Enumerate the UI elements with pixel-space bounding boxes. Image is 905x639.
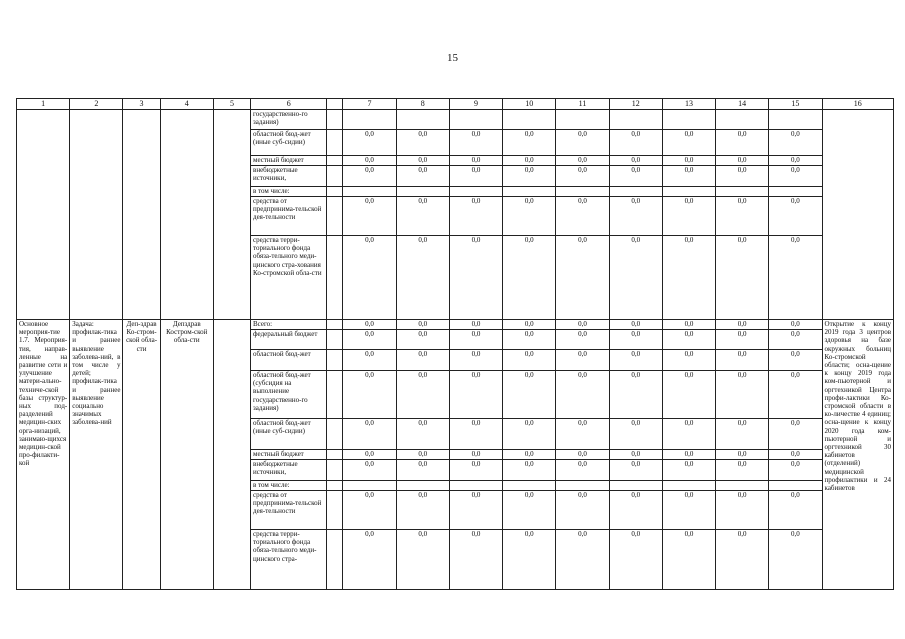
- value-cell: 0,0: [449, 130, 502, 156]
- value-cell: 0,0: [449, 320, 502, 330]
- value-cell: 0,0: [716, 419, 769, 450]
- value-cell: 0,0: [396, 450, 449, 460]
- value-cell: 0,0: [662, 419, 715, 450]
- expected-result: Открытие к концу 2019 года 3 центров здоровья на базе окружных больниц Ко-стромской области; осна-щение к концу 2019 года ком-пьютерной и оргтехникой Центра профи-лактики Ко-стромской области в ко-личестве 4 единиц; осна-щение к концу 2020 года ком-пьютерной и оргтехникой 30 кабинетов (отделений) медицинской профилактики и 24 кабинетов: [822, 320, 893, 590]
- value-cell: 0,0: [662, 460, 715, 481]
- value-cell: 0,0: [449, 419, 502, 450]
- value-cell: [343, 187, 396, 197]
- value-cell: 0,0: [716, 236, 769, 320]
- value-cell: 0,0: [503, 460, 556, 481]
- value-cell: 0,0: [609, 460, 662, 481]
- spacer-cell: [327, 110, 343, 130]
- value-cell: 0,0: [769, 419, 822, 450]
- value-cell: 0,0: [449, 166, 502, 187]
- merged-col3: [123, 110, 160, 320]
- value-cell: 0,0: [662, 371, 715, 419]
- header-cell: 8: [396, 99, 449, 110]
- value-cell: 0,0: [716, 166, 769, 187]
- measure-name: Основное мероприя-тие 1.7. Мероприя-тия, направ-ленные на развитие сети и улучшение матери-ально-техниче-ской базы структур-ных под-разделений медицин-ских орга-низаций, занимаю-щихся медицин-ской про-филакти-кой: [17, 320, 70, 590]
- value-cell: 0,0: [503, 166, 556, 187]
- value-cell: 0,0: [396, 166, 449, 187]
- value-cell: [556, 187, 609, 197]
- executor: Деп-здрав Ко-стром-ской обла-сти: [123, 320, 160, 590]
- source-label: местный бюджет: [251, 450, 327, 460]
- header-cell: 10: [503, 99, 556, 110]
- source-label: средства от предпринима-тельской дея-тельности: [251, 491, 327, 530]
- value-cell: 0,0: [503, 419, 556, 450]
- value-cell: [609, 187, 662, 197]
- value-cell: 0,0: [769, 350, 822, 371]
- value-cell: 0,0: [503, 330, 556, 350]
- value-cell: 0,0: [503, 371, 556, 419]
- value-cell: 0,0: [449, 491, 502, 530]
- source-label: областной бюд-жет: [251, 350, 327, 371]
- value-cell: 0,0: [716, 371, 769, 419]
- value-cell: [769, 481, 822, 491]
- spacer-cell: [327, 187, 343, 197]
- value-cell: [449, 110, 502, 130]
- value-cell: 0,0: [396, 491, 449, 530]
- value-cell: 0,0: [556, 450, 609, 460]
- spacer-cell: [327, 460, 343, 481]
- header-cell: 3: [123, 99, 160, 110]
- spacer-cell: [327, 130, 343, 156]
- value-cell: 0,0: [609, 330, 662, 350]
- header-cell: 4: [160, 99, 213, 110]
- spacer-cell: [327, 530, 343, 590]
- value-cell: 0,0: [662, 320, 715, 330]
- value-cell: [609, 110, 662, 130]
- value-cell: 0,0: [609, 156, 662, 166]
- value-cell: 0,0: [556, 419, 609, 450]
- value-cell: 0,0: [396, 530, 449, 590]
- value-cell: 0,0: [769, 371, 822, 419]
- spacer-cell: [327, 166, 343, 187]
- value-cell: 0,0: [769, 236, 822, 320]
- value-cell: 0,0: [662, 450, 715, 460]
- value-cell: 0,0: [396, 350, 449, 371]
- value-cell: 0,0: [716, 491, 769, 530]
- value-cell: 0,0: [609, 236, 662, 320]
- value-cell: 0,0: [609, 419, 662, 450]
- value-cell: 0,0: [503, 491, 556, 530]
- value-cell: 0,0: [769, 450, 822, 460]
- value-cell: 0,0: [769, 491, 822, 530]
- value-cell: 0,0: [662, 530, 715, 590]
- value-cell: [716, 481, 769, 491]
- spacer-cell: [327, 371, 343, 419]
- header-cell: 11: [556, 99, 609, 110]
- spacer-cell: [327, 350, 343, 371]
- header-row: [17, 99, 894, 110]
- value-cell: 0,0: [396, 460, 449, 481]
- value-cell: [716, 110, 769, 130]
- value-cell: 0,0: [343, 197, 396, 236]
- value-cell: 0,0: [609, 450, 662, 460]
- value-cell: 0,0: [769, 330, 822, 350]
- value-cell: [449, 481, 502, 491]
- source-label: областной бюд-жет (иные суб-сидии): [251, 130, 327, 156]
- header-cell: 5: [213, 99, 250, 110]
- value-cell: 0,0: [609, 197, 662, 236]
- task-description: Задача: профилак-тика и раннее выявление заболева-ний, в том числе у детей; профилак-тика и раннее выявление социально значимых заболева-ний: [70, 320, 123, 590]
- value-cell: 0,0: [556, 320, 609, 330]
- value-cell: 0,0: [449, 530, 502, 590]
- value-cell: 0,0: [662, 197, 715, 236]
- coexecutor: Депздрав Костром-ской обла-сти: [160, 320, 213, 590]
- value-cell: [343, 110, 396, 130]
- header-cell: 6: [251, 99, 327, 110]
- value-cell: 0,0: [556, 530, 609, 590]
- value-cell: [503, 110, 556, 130]
- value-cell: 0,0: [662, 350, 715, 371]
- value-cell: 0,0: [556, 197, 609, 236]
- merged-col1: [17, 110, 70, 320]
- value-cell: 0,0: [343, 491, 396, 530]
- value-cell: 0,0: [716, 530, 769, 590]
- value-cell: 0,0: [556, 350, 609, 371]
- source-label: внебюджетные источники,: [251, 166, 327, 187]
- value-cell: 0,0: [343, 320, 396, 330]
- value-cell: 0,0: [503, 236, 556, 320]
- header-cell: 2: [70, 99, 123, 110]
- value-cell: 0,0: [449, 236, 502, 320]
- value-cell: 0,0: [503, 350, 556, 371]
- table-row: [17, 110, 894, 130]
- table-row: [17, 320, 894, 330]
- header-cell: 7: [343, 99, 396, 110]
- source-label: в том числе:: [251, 187, 327, 197]
- source-label: государственно-го задания): [251, 110, 327, 130]
- header-cell: 15: [769, 99, 822, 110]
- value-cell: 0,0: [716, 350, 769, 371]
- value-cell: 0,0: [769, 197, 822, 236]
- value-cell: [556, 481, 609, 491]
- header-cell: 16: [822, 99, 893, 110]
- value-cell: 0,0: [396, 371, 449, 419]
- value-cell: 0,0: [343, 166, 396, 187]
- value-cell: 0,0: [343, 450, 396, 460]
- value-cell: 0,0: [769, 320, 822, 330]
- value-cell: 0,0: [503, 450, 556, 460]
- value-cell: 0,0: [609, 166, 662, 187]
- merged-col4: [160, 110, 213, 320]
- value-cell: 0,0: [609, 320, 662, 330]
- value-cell: 0,0: [609, 491, 662, 530]
- value-cell: 0,0: [609, 130, 662, 156]
- value-cell: 0,0: [716, 450, 769, 460]
- source-label: Всего:: [251, 320, 327, 330]
- source-label: областной бюд-жет (субсидия на выполнение государственно-го задания): [251, 371, 327, 419]
- header-cell: [327, 99, 343, 110]
- value-cell: [503, 187, 556, 197]
- value-cell: 0,0: [396, 419, 449, 450]
- source-label: средства терри-ториального фонда обяза-тельного меди-цинского стра-хования Ко-стромской обла-сти: [251, 236, 327, 320]
- merged-col16: [822, 110, 893, 320]
- value-cell: 0,0: [449, 350, 502, 371]
- value-cell: 0,0: [396, 320, 449, 330]
- value-cell: 0,0: [662, 166, 715, 187]
- value-cell: 0,0: [396, 330, 449, 350]
- page-number: 15: [447, 52, 458, 64]
- value-cell: 0,0: [716, 460, 769, 481]
- value-cell: 0,0: [556, 156, 609, 166]
- value-cell: [769, 110, 822, 130]
- value-cell: 0,0: [556, 491, 609, 530]
- value-cell: [609, 481, 662, 491]
- value-cell: [662, 110, 715, 130]
- value-cell: 0,0: [716, 330, 769, 350]
- budget-table: [16, 98, 894, 590]
- value-cell: [343, 481, 396, 491]
- value-cell: 0,0: [716, 130, 769, 156]
- value-cell: [662, 481, 715, 491]
- source-label: средства от предпринима-тельской дея-тельности: [251, 197, 327, 236]
- value-cell: 0,0: [343, 530, 396, 590]
- value-cell: 0,0: [343, 350, 396, 371]
- value-cell: 0,0: [503, 197, 556, 236]
- value-cell: 0,0: [343, 330, 396, 350]
- value-cell: 0,0: [396, 130, 449, 156]
- spacer-cell: [327, 450, 343, 460]
- value-cell: 0,0: [449, 450, 502, 460]
- value-cell: 0,0: [769, 156, 822, 166]
- value-cell: 0,0: [396, 236, 449, 320]
- value-cell: 0,0: [396, 156, 449, 166]
- value-cell: 0,0: [769, 530, 822, 590]
- value-cell: 0,0: [769, 460, 822, 481]
- spacer-cell: [327, 330, 343, 350]
- value-cell: [769, 187, 822, 197]
- value-cell: 0,0: [609, 350, 662, 371]
- value-cell: 0,0: [769, 130, 822, 156]
- value-cell: [396, 481, 449, 491]
- source-label: местный бюджет: [251, 156, 327, 166]
- value-cell: [503, 481, 556, 491]
- value-cell: 0,0: [662, 236, 715, 320]
- value-cell: 0,0: [609, 530, 662, 590]
- value-cell: 0,0: [556, 166, 609, 187]
- source-label: областной бюд-жет (иные суб-сидии): [251, 419, 327, 450]
- value-cell: 0,0: [556, 330, 609, 350]
- header-cell: 9: [449, 99, 502, 110]
- value-cell: 0,0: [449, 371, 502, 419]
- spacer-cell: [327, 236, 343, 320]
- spacer-cell: [327, 156, 343, 166]
- value-cell: 0,0: [503, 156, 556, 166]
- value-cell: [556, 110, 609, 130]
- value-cell: 0,0: [556, 236, 609, 320]
- period: [213, 320, 250, 590]
- value-cell: 0,0: [396, 197, 449, 236]
- source-label: внебюджетные источники,: [251, 460, 327, 481]
- value-cell: 0,0: [503, 530, 556, 590]
- value-cell: 0,0: [343, 371, 396, 419]
- value-cell: 0,0: [449, 197, 502, 236]
- value-cell: 0,0: [662, 491, 715, 530]
- value-cell: [662, 187, 715, 197]
- header-cell: 14: [716, 99, 769, 110]
- value-cell: 0,0: [503, 130, 556, 156]
- spacer-cell: [327, 481, 343, 491]
- header-cell: 12: [609, 99, 662, 110]
- value-cell: 0,0: [343, 460, 396, 481]
- value-cell: 0,0: [343, 419, 396, 450]
- header-cell: 13: [662, 99, 715, 110]
- value-cell: 0,0: [769, 166, 822, 187]
- value-cell: [716, 187, 769, 197]
- value-cell: 0,0: [556, 371, 609, 419]
- merged-col2: [70, 110, 123, 320]
- value-cell: 0,0: [449, 330, 502, 350]
- value-cell: 0,0: [503, 320, 556, 330]
- source-label: федеральный бюджет: [251, 330, 327, 350]
- spacer-cell: [327, 197, 343, 236]
- source-label: средства терри-ториального фонда обяза-тельного меди-цинского стра-: [251, 530, 327, 590]
- value-cell: 0,0: [716, 156, 769, 166]
- value-cell: 0,0: [716, 320, 769, 330]
- source-label: в том числе:: [251, 481, 327, 491]
- value-cell: 0,0: [662, 130, 715, 156]
- value-cell: 0,0: [716, 197, 769, 236]
- value-cell: 0,0: [343, 130, 396, 156]
- value-cell: 0,0: [343, 156, 396, 166]
- value-cell: 0,0: [556, 130, 609, 156]
- value-cell: 0,0: [662, 156, 715, 166]
- value-cell: 0,0: [449, 460, 502, 481]
- spacer-cell: [327, 419, 343, 450]
- value-cell: [396, 187, 449, 197]
- value-cell: [449, 187, 502, 197]
- spacer-cell: [327, 491, 343, 530]
- value-cell: 0,0: [662, 330, 715, 350]
- value-cell: 0,0: [449, 156, 502, 166]
- merged-col5: [213, 110, 250, 320]
- value-cell: 0,0: [343, 236, 396, 320]
- value-cell: [396, 110, 449, 130]
- header-cell: 1: [17, 99, 70, 110]
- value-cell: 0,0: [609, 371, 662, 419]
- value-cell: 0,0: [556, 460, 609, 481]
- spacer-cell: [327, 320, 343, 330]
